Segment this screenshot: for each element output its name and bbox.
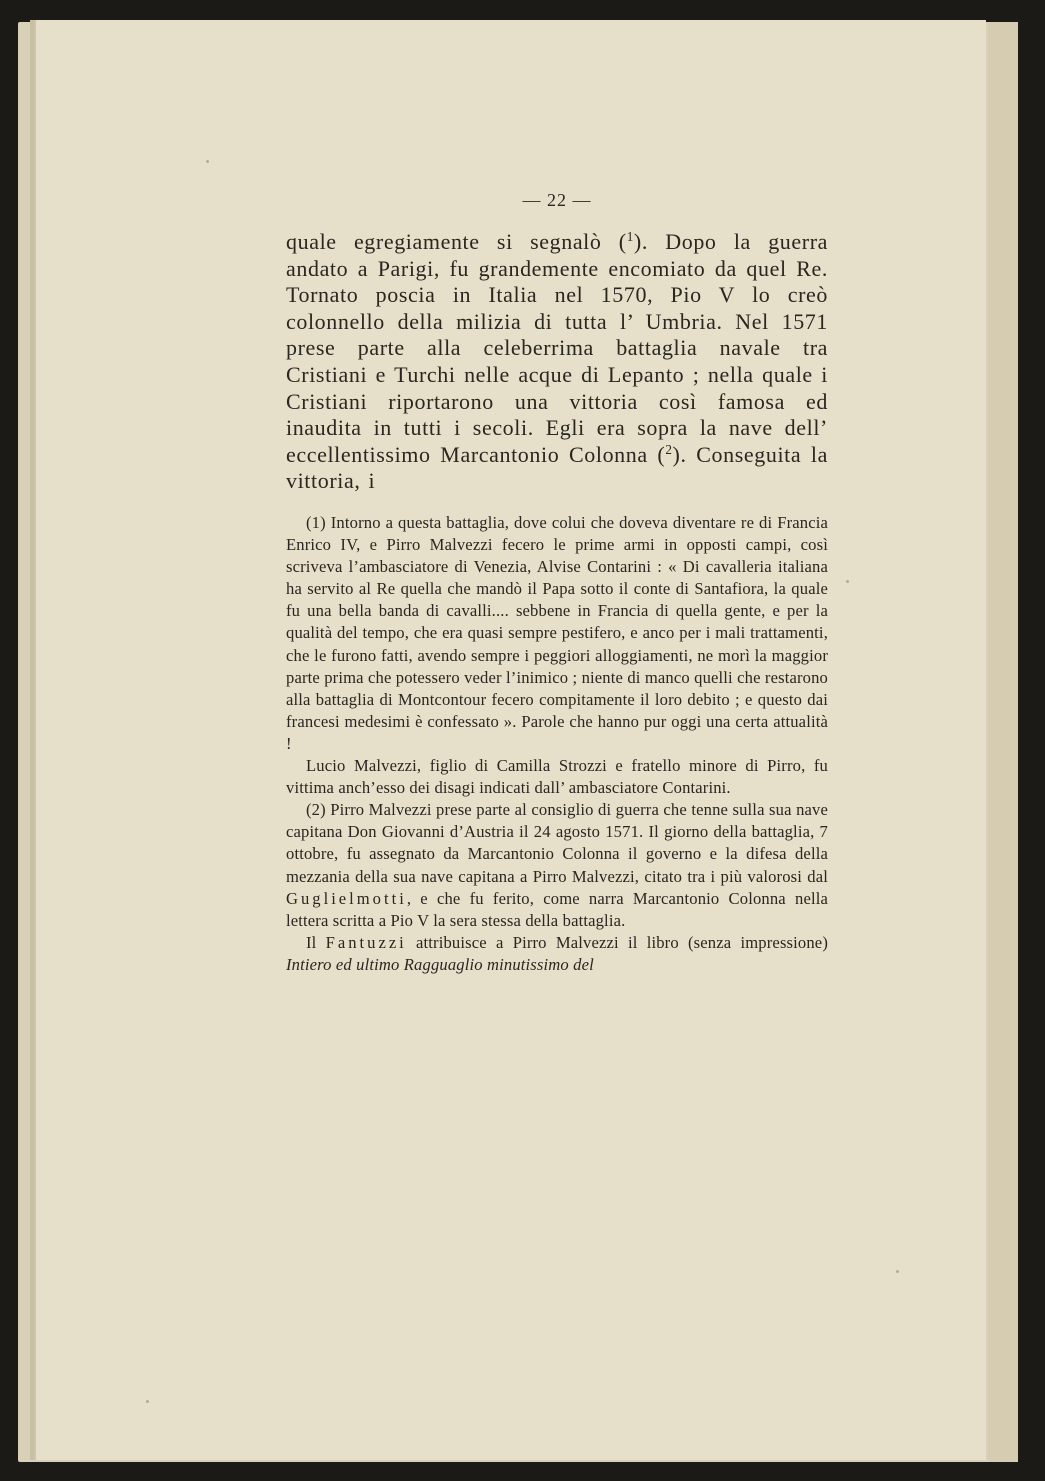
footnote-2	[286, 799, 828, 932]
spaced-author-name: Guglielmotti	[286, 888, 407, 908]
main-text-part: ). Dopo la guerra andato a Parigi, fu grandemente encomiato da quel Re. Tornato poscia in Italia nel 1570, Pio V lo creò colonnello della milizia di tutta l’ Umbria. Nel 1571 prese parte alla celeberrima battaglia navale tra Cristiani e Turchi nelle acque di Lepanto ; nella quale i Cristiani riportarono una vittoria così famosa ed inaudita in tutti i secoli. Egli era sopra la nave dell’ eccellentissimo Marcantonio Colonna (	[286, 229, 828, 467]
footnote-1	[286, 512, 828, 755]
footnote-text: Intorno a questa battaglia, dove colui che doveva diventare re di Francia Enrico IV, e Pirro Malvezzi fecero le prime armi in opposti campi, così scriveva l’ambasciatore di Venezia, Alvise Contarini : « Di cavalleria italiana ha servito al Re quella che mandò il Papa sotto il conte di Santafiora, la quale fu una bella banda di cavalli.... sebbene in Francia di quella gente, e per la qualità del tempo, che era quasi sempre pestifero, e anco per i mali trattamenti, che le furono fatti, avendo sempre i peggiori alloggiamenti, ne morì la maggior parte prima che potessero veder l’inimico ; niente di manco quelli che restarono alla battaglia di Montcontour fecero compitamente il loro debito ; e questo dai francesi medesimi è confessato ». Parole che hanno pur oggi una certa attualità !	[286, 513, 828, 753]
main-text-part: quale egregiamente si segnalò (	[286, 229, 627, 254]
footnote-marker: (1)	[306, 513, 326, 532]
footnote-text: Il	[306, 932, 326, 952]
footnote-1-continuation	[286, 755, 828, 799]
paper-speck	[896, 1270, 899, 1273]
footnote-text: Lucio Malvezzi, figlio di Camilla Strozzi e fratello minore di Pirro, fu vittima anch’esso dei disagi indicati dall’ ambasciatore Contarini.	[286, 756, 828, 798]
footnote-text: Pirro Malvezzi prese parte al consiglio di guerra che tenne sulla sua nave capitana Don Giovanni d’Austria il 24 agosto 1571. Il giorno della battaglia, 7 ottobre, fu assegnato da Marcantonio Colonna il governo e la difesa della mezzania della sua nave capitana a Pirro Malvezzi, citato tra i più valorosi dal	[286, 800, 828, 886]
main-text-part: ). Conseguita la vittoria, i	[286, 441, 828, 494]
page-number: — 22 —	[522, 190, 592, 210]
footnote-text: attribuisce a Pirro Malvezzi il libro (senza impressione)	[406, 932, 828, 952]
paper-speck	[206, 160, 209, 163]
footnote-marker: (2)	[306, 800, 326, 820]
right-page-edge	[988, 22, 1018, 1462]
book-title-italic: Intiero ed ultimo Ragguaglio minutissimo del	[286, 954, 594, 974]
footnote-2-continuation	[286, 932, 828, 976]
footnote-ref-2: 2	[665, 441, 673, 457]
spaced-author-name: Fantuzzi	[325, 932, 407, 952]
footnotes	[286, 512, 828, 976]
paper-speck	[846, 580, 849, 583]
footnote-ref-1: 1	[626, 229, 634, 245]
footnote-text: , e che fu ferito, come narra Marcantonio Colonna nella lettera scritta a Pio V la sera stessa della battaglia.	[286, 888, 828, 930]
paper-speck	[146, 1400, 149, 1403]
main-paragraph	[286, 229, 828, 495]
